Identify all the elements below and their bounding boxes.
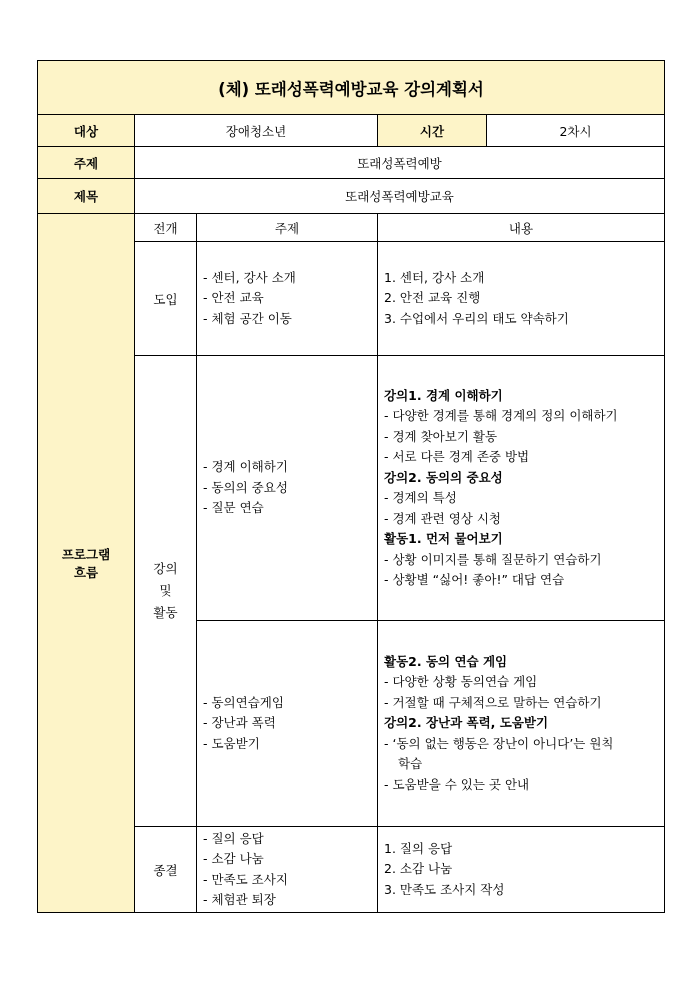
topic-value: 또래성폭력예방 [135, 147, 665, 179]
col-content-header: 내용 [378, 214, 665, 242]
content-item: - 서로 다른 경계 존중 방법 [384, 449, 530, 464]
content-item-continued: 학습 [398, 756, 423, 772]
intro-contents [378, 242, 665, 356]
content-item: - 다양한 상황 동의연습 게임 [384, 674, 538, 690]
main-part2-topics [197, 621, 378, 827]
closing-contents [378, 827, 665, 913]
document-title: (체) 또래성폭력예방교육 강의계획서 [38, 61, 665, 115]
col-stage-header: 전개 [135, 214, 197, 242]
subject-value: 또래성폭력예방교육 [135, 179, 665, 214]
content-item: - 상황 이미지를 통해 질문하기 연습하기 [384, 551, 602, 567]
main-topic-item: - 동의의 중요성 [203, 479, 288, 495]
content-item: - 다양한 경계를 통해 경계의 정의 이해하기 [384, 408, 618, 423]
intro-content-item: 2. 안전 교육 진행 [384, 290, 481, 306]
intro-content-item: 1. 센터, 강사 소개 [384, 269, 485, 285]
main-topic-item: - 장난과 폭력 [203, 715, 276, 731]
closing-content-item: 2. 소감 나눔 [384, 861, 453, 877]
stage-intro: 도입 [135, 242, 197, 356]
closing-topic-item: - 질의 응답 [203, 830, 264, 846]
closing-topics [197, 827, 378, 913]
section-heading: 활동2. 동의 연습 게임 [384, 653, 508, 669]
closing-topic-item: - 체험관 퇴장 [203, 892, 276, 907]
main-topic-item: - 질문 연습 [203, 500, 264, 516]
content-item: - 경계 관련 영상 시청 [384, 510, 502, 526]
section-heading: 활동1. 먼저 물어보기 [384, 531, 503, 546]
content-item: - 거절할 때 구체적으로 말하는 연습하기 [384, 694, 602, 710]
closing-topic-item: - 만족도 조사지 [203, 871, 288, 887]
content-item: - 상황별 “싫어! 좋아!” 대답 연습 [384, 572, 565, 587]
time-value: 2차시 [487, 115, 665, 147]
stage-main [135, 356, 197, 827]
program-flow-label-line2: 흐름 [73, 565, 99, 580]
main-topic-item: - 경계 이해하기 [203, 459, 288, 475]
intro-topic-item: - 센터, 강사 소개 [203, 269, 296, 285]
main-part2-contents [378, 621, 665, 827]
section-heading: 강의1. 경계 이해하기 [384, 387, 503, 403]
closing-content-item: 1. 질의 응답 [384, 840, 453, 856]
time-label: 시간 [378, 115, 487, 147]
stage-main-line3: 활동 [153, 605, 178, 620]
section-heading: 강의2. 동의의 중요성 [384, 469, 503, 485]
program-flow-label [38, 214, 135, 913]
content-item: - 도움받을 수 있는 곳 안내 [384, 776, 530, 792]
lesson-plan-table [37, 60, 665, 913]
main-part1-contents [378, 356, 665, 621]
col-topic-header: 주제 [197, 214, 378, 242]
closing-topic-item: - 소감 나눔 [203, 851, 264, 866]
stage-main-line1: 강의 [153, 561, 178, 576]
target-value: 장애청소년 [135, 115, 378, 147]
topic-label: 주제 [38, 147, 135, 179]
main-part1-topics [197, 356, 378, 621]
content-item: - 경계의 특성 [384, 490, 457, 505]
subject-label: 제목 [38, 179, 135, 214]
target-label: 대상 [38, 115, 135, 147]
section-heading: 강의2. 장난과 폭력, 도움받기 [384, 715, 549, 731]
closing-content-item: 3. 만족도 조사지 작성 [384, 881, 505, 897]
main-topic-item: - 동의연습게임 [203, 694, 284, 710]
stage-main-line2: 및 [159, 583, 172, 598]
intro-topic-item: - 체험 공간 이동 [203, 310, 292, 326]
content-item: - 경계 찾아보기 활동 [384, 428, 498, 444]
intro-topics [197, 242, 378, 356]
program-flow-label-line1: 프로그램 [61, 547, 111, 562]
intro-topic-item: - 안전 교육 [203, 290, 264, 306]
main-topic-item: - 도움받기 [203, 735, 260, 751]
intro-content-item: 3. 수업에서 우리의 태도 약속하기 [384, 310, 569, 326]
content-item: - ‘동의 없는 행동은 장난이 아니다’는 원칙 [384, 735, 614, 751]
stage-closing: 종결 [135, 827, 197, 913]
